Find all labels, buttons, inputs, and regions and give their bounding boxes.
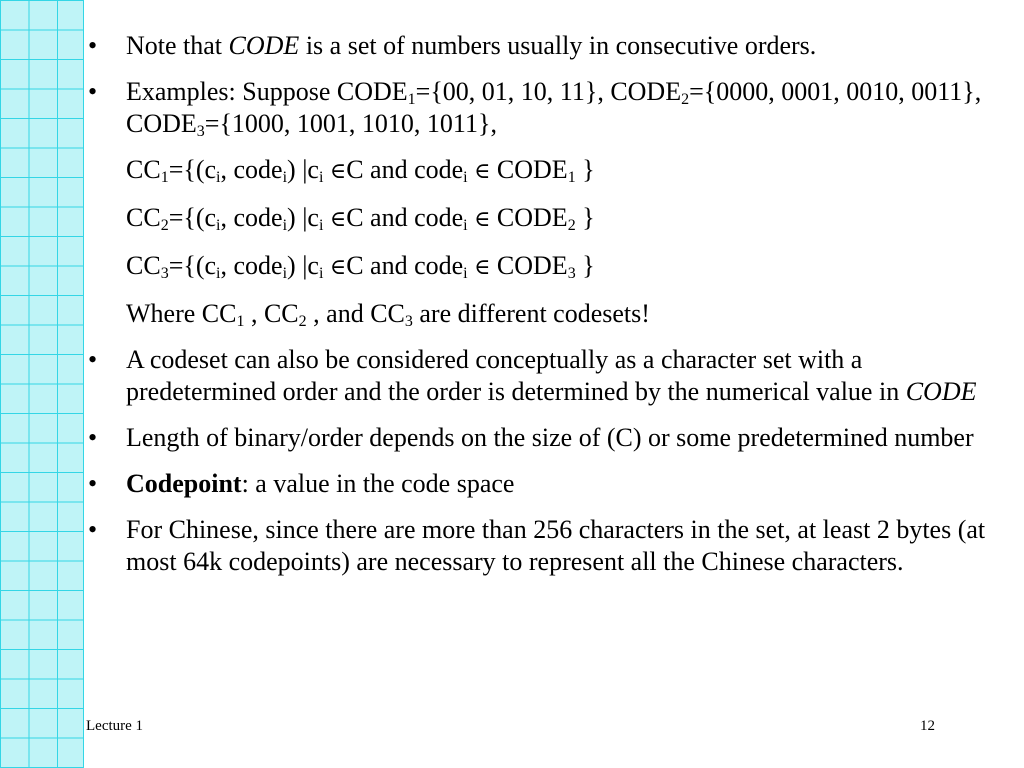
grid-margin-decoration bbox=[0, 0, 84, 768]
codesets-different-note: Where $CC_1$ , $CC_2$ , and $CC_3$ are different codesets! bbox=[126, 299, 650, 330]
bullet-marker: • bbox=[88, 345, 98, 374]
bullet-marker: • bbox=[88, 515, 98, 544]
bullet-examples: • Examples: Suppose $CODE_1=\{00$, 01, 10, 11}, $CODE_2=\{0000$, 0001, 0010, 0011}, $CODE_3=\{1000$, 1001, 1010, 1011}, bbox=[88, 77, 982, 140]
bullet-marker: • bbox=[88, 423, 98, 452]
bullet-codepoint: • Codepoint: a value in the code space bbox=[88, 469, 515, 498]
bullet-marker: • bbox=[88, 469, 98, 498]
codepoint-term: Codepoint bbox=[126, 469, 242, 498]
footer-lecture-label: Lecture 1 bbox=[86, 718, 144, 734]
footer-page-number: 12 bbox=[920, 718, 935, 734]
bullet-chinese-characters: • For Chinese, since there are more than 256 characters in the set, at least 2 bytes (at most 64k codepoints) are necessary to represent all the Chinese characters. bbox=[88, 515, 986, 576]
codeset-definition-3: $CC_3=\{(c_i$, code$_i$) $|c_i$ ∈C and code$_i$ ∈ $CODE_3$ } bbox=[126, 251, 595, 282]
bullet-code-definition: • Note that CODE is a set of numbers usually in consecutive orders. bbox=[88, 31, 817, 60]
bullet-marker: • bbox=[88, 31, 98, 60]
slide-body bbox=[88, 30, 998, 592]
bullet-marker: • bbox=[88, 77, 98, 106]
bullet-length-of-binary: • Length of binary/order depends on the size of (C) or some predetermined number bbox=[88, 423, 974, 452]
codeset-definition-2: $CC_2=\{(c_i$, code$_i$) $|c_i$ ∈C and code$_i$ ∈ $CODE_2$ } bbox=[126, 203, 595, 234]
bullet-codeset-concept: • A codeset can also be considered conceptually as a character set with a predetermined order and the order is determined by the numerical value in CODE bbox=[88, 345, 977, 406]
codeset-definition-1: $CC_1=\{(c_i$, code$_i$) $|c_i$ ∈C and code$_i$ ∈ $CODE_1$ } bbox=[126, 155, 595, 186]
